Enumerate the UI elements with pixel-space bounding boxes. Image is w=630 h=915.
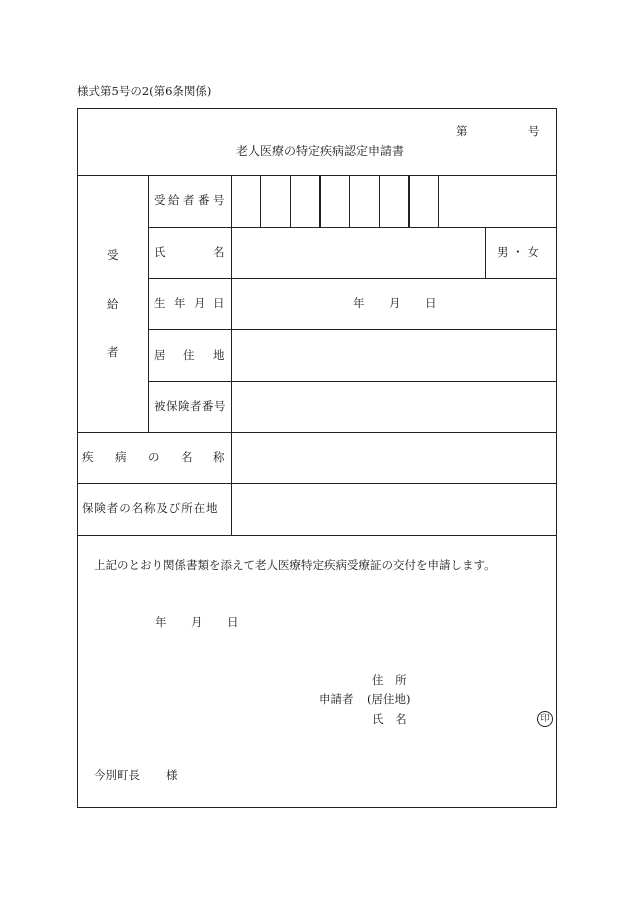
insured-number-label: 被保険者番号 bbox=[154, 399, 226, 413]
seal-mark bbox=[537, 711, 553, 727]
applicant-label: 申請者 bbox=[319, 692, 354, 706]
number-label-dai: 第 bbox=[456, 124, 468, 138]
residence-label: (居住地) bbox=[367, 692, 411, 706]
recipient-group-char: 者 bbox=[107, 345, 119, 359]
birthdate-label-char: 生 bbox=[154, 296, 166, 310]
date-year: 年 bbox=[155, 615, 167, 629]
declaration-text: 上記のとおり関係書類を添えて老人医療特定疾病受療証の交付を申請します。 bbox=[94, 558, 496, 572]
rule-row3 bbox=[148, 329, 556, 330]
rule-group-divider bbox=[148, 175, 149, 432]
recipient-group-char: 受 bbox=[107, 248, 119, 262]
applicant-name-label: 氏 名 bbox=[372, 712, 407, 726]
address-label-char: 地 bbox=[213, 348, 225, 362]
birthdate-year: 年 bbox=[353, 296, 365, 310]
date-month: 月 bbox=[191, 615, 203, 629]
digit-box-divider bbox=[349, 175, 350, 227]
label-char: 番 bbox=[198, 193, 210, 207]
label-char: 号 bbox=[213, 193, 225, 207]
number-label-go: 号 bbox=[528, 124, 540, 138]
form-number-note: 様式第5号の2(第6条関係) bbox=[77, 84, 212, 98]
honorific: 様 bbox=[166, 768, 178, 782]
label-char: 受 bbox=[154, 193, 166, 207]
disease-label-char: 称 bbox=[213, 450, 225, 464]
digit-box-divider bbox=[319, 175, 321, 227]
label-char: 者 bbox=[183, 193, 195, 207]
disease-label-char: の bbox=[148, 450, 160, 464]
date-day: 日 bbox=[227, 615, 239, 629]
insurer-label: 保険者の名称及び所在地 bbox=[82, 501, 219, 515]
rule-row7 bbox=[77, 535, 556, 536]
digit-box-divider bbox=[260, 175, 261, 227]
disease-label-char: 疾 bbox=[82, 450, 94, 464]
seal-char: 印 bbox=[540, 713, 550, 724]
digit-box-divider bbox=[290, 175, 291, 227]
disease-label-char: 病 bbox=[115, 450, 127, 464]
rule-row1 bbox=[148, 227, 556, 228]
address-label-char: 居 bbox=[154, 348, 166, 362]
birthdate-month: 月 bbox=[389, 296, 401, 310]
rule-row5 bbox=[77, 432, 556, 433]
birthdate-label-char: 月 bbox=[194, 296, 206, 310]
disease-label-char: 名 bbox=[181, 450, 193, 464]
birthdate-day: 日 bbox=[425, 296, 437, 310]
digit-box-divider bbox=[379, 175, 380, 227]
digit-box-divider bbox=[408, 175, 410, 227]
applicant-address-label: 住 所 bbox=[372, 673, 407, 687]
digit-box-divider bbox=[438, 175, 439, 227]
rule-row6 bbox=[77, 483, 556, 484]
name-label-char: 名 bbox=[213, 245, 225, 259]
birthdate-label-char: 日 bbox=[213, 296, 225, 310]
sex-options: 男 ・ 女 bbox=[497, 245, 539, 259]
name-label-char: 氏 bbox=[154, 245, 166, 259]
address-label-char: 住 bbox=[183, 348, 195, 362]
addressee: 今別町長 bbox=[94, 768, 140, 782]
birthdate-label-char: 年 bbox=[174, 296, 186, 310]
rule-row4 bbox=[148, 381, 556, 382]
label-char: 給 bbox=[168, 193, 180, 207]
rule-label-divider bbox=[231, 175, 232, 535]
document-title: 老人医療の特定疾病認定申請書 bbox=[236, 144, 405, 158]
rule-sex-divider bbox=[485, 227, 486, 278]
recipient-group-char: 給 bbox=[107, 297, 119, 311]
rule-row2 bbox=[148, 278, 556, 279]
